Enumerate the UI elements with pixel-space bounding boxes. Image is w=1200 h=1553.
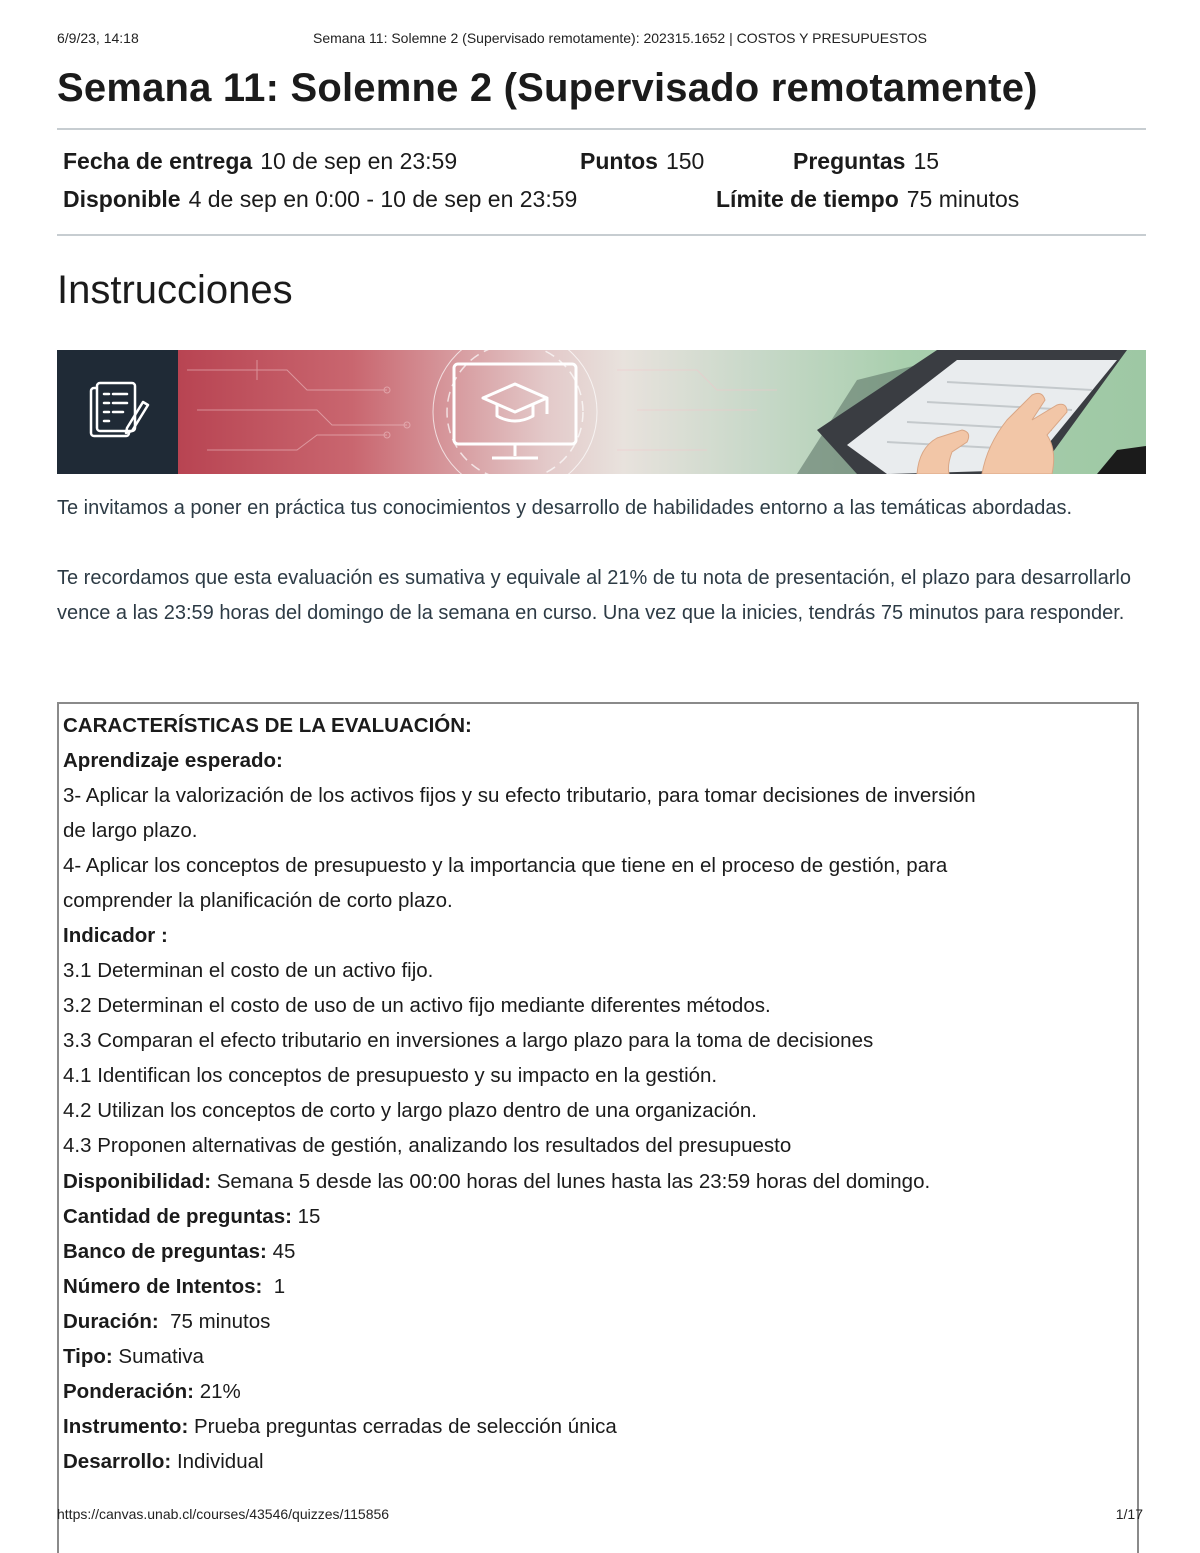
availability-value: 4 de sep en 0:00 - 10 de sep en 23:59 <box>188 186 578 212</box>
time-limit-label: Límite de tiempo <box>716 186 899 212</box>
indicator-item: 3.1 Determinan el costo de un activo fijo. <box>63 959 434 982</box>
divider-bottom <box>57 234 1146 236</box>
detail-development: Desarrollo: Individual <box>63 1450 264 1473</box>
due-date-value: 10 de sep en 23:59 <box>260 148 458 174</box>
questions-value: 15 <box>913 148 940 174</box>
print-datetime: 6/9/23, 14:18 <box>57 30 139 46</box>
learning-item-4b: comprender la planificación de corto plazo. <box>63 889 453 912</box>
print-header <box>57 30 1143 48</box>
detail-instrument: Instrumento: Prueba preguntas cerradas de selección única <box>63 1415 617 1438</box>
indicator-label: Indicador : <box>63 924 168 947</box>
learning-item-3b: de largo plazo. <box>63 819 198 842</box>
print-footer <box>57 1506 1143 1524</box>
detail-type: Tipo: Sumativa <box>63 1345 204 1368</box>
indicator-item: 4.1 Identifican los conceptos de presupuesto y su impacto en la gestión. <box>63 1064 718 1087</box>
circuit-pattern <box>187 360 777 450</box>
instructions-title: Instrucciones <box>57 268 293 312</box>
detail-question-bank: Banco de preguntas: 45 <box>63 1240 296 1263</box>
due-date-label: Fecha de entrega <box>63 148 253 174</box>
intro-paragraph-1: Te invitamos a poner en práctica tus conocimientos y desarrollo de habilidades entorno a las temáticas abordadas. <box>57 497 1073 519</box>
points <box>580 148 704 175</box>
questions <box>793 148 939 175</box>
page-url-link[interactable]: https://canvas.unab.cl/courses/43546/quizzes/115856 <box>57 1506 390 1522</box>
intro-paragraph-2: Te recordamos que esta evaluación es sumativa y equivale al 21% de tu nota de presentación, el plazo para desarrollarlo vence a las 23:59 horas del domingo de la semana en curso. Una vez que la inicies, tendrás 75 minutos para responder. <box>57 567 1131 624</box>
indicator-item: 3.3 Comparan el efecto tributario en inversiones a largo plazo para la toma de decisiones <box>63 1029 874 1052</box>
indicator-item: 4.2 Utilizan los conceptos de corto y largo plazo dentro de una organización. <box>63 1099 758 1122</box>
due-date <box>63 148 457 175</box>
page-title: Semana 11: Solemne 2 (Supervisado remotamente) <box>57 66 1038 110</box>
characteristics-heading: CARACTERÍSTICAS DE LA EVALUACIÓN: <box>63 714 472 737</box>
detail-duration: Duración: 75 minutos <box>63 1310 271 1333</box>
learning-label: Aprendizaje esperado: <box>63 749 283 772</box>
points-label: Puntos <box>580 148 658 174</box>
divider-top <box>57 128 1146 130</box>
exam-checklist-icon <box>91 383 148 436</box>
learning-item-4a: 4- Aplicar los conceptos de presupuesto y la importancia que tiene en el proceso de gestión, para <box>63 854 948 877</box>
availability-label: Disponible <box>63 186 181 212</box>
banner-illustration <box>57 350 1146 474</box>
laptop-illustration <box>797 350 1127 474</box>
learning-item-3a: 3- Aplicar la valorización de los activos fijos y su efecto tributario, para tomar decisiones de inversión <box>63 784 976 807</box>
page-number: 1/17 <box>1115 1506 1143 1522</box>
availability <box>63 186 577 213</box>
detail-question-count: Cantidad de preguntas: 15 <box>63 1205 321 1228</box>
time-limit-value: 75 minutos <box>906 186 1020 212</box>
time-limit <box>716 186 1019 213</box>
indicator-item: 4.3 Proponen alternativas de gestión, analizando los resultados del presupuesto <box>63 1134 792 1157</box>
detail-weighting: Ponderación: 21% <box>63 1380 241 1403</box>
evaluation-characteristics-box <box>57 702 1139 1553</box>
indicator-item: 3.2 Determinan el costo de uso de un activo fijo mediante diferentes métodos. <box>63 994 771 1017</box>
detail-attempts: Número de Intentos: 1 <box>63 1275 286 1298</box>
points-value: 150 <box>665 148 705 174</box>
graduation-monitor-icon <box>454 364 576 458</box>
questions-label: Preguntas <box>793 148 906 174</box>
instructions-banner <box>57 350 1146 474</box>
detail-availability: Disponibilidad: Semana 5 desde las 00:00 horas del lunes hasta las 23:59 horas del domingo. <box>63 1170 931 1193</box>
print-doc-title: Semana 11: Solemne 2 (Supervisado remotamente): 202315.1652 | COSTOS Y PRESUPUESTOS <box>313 30 927 46</box>
